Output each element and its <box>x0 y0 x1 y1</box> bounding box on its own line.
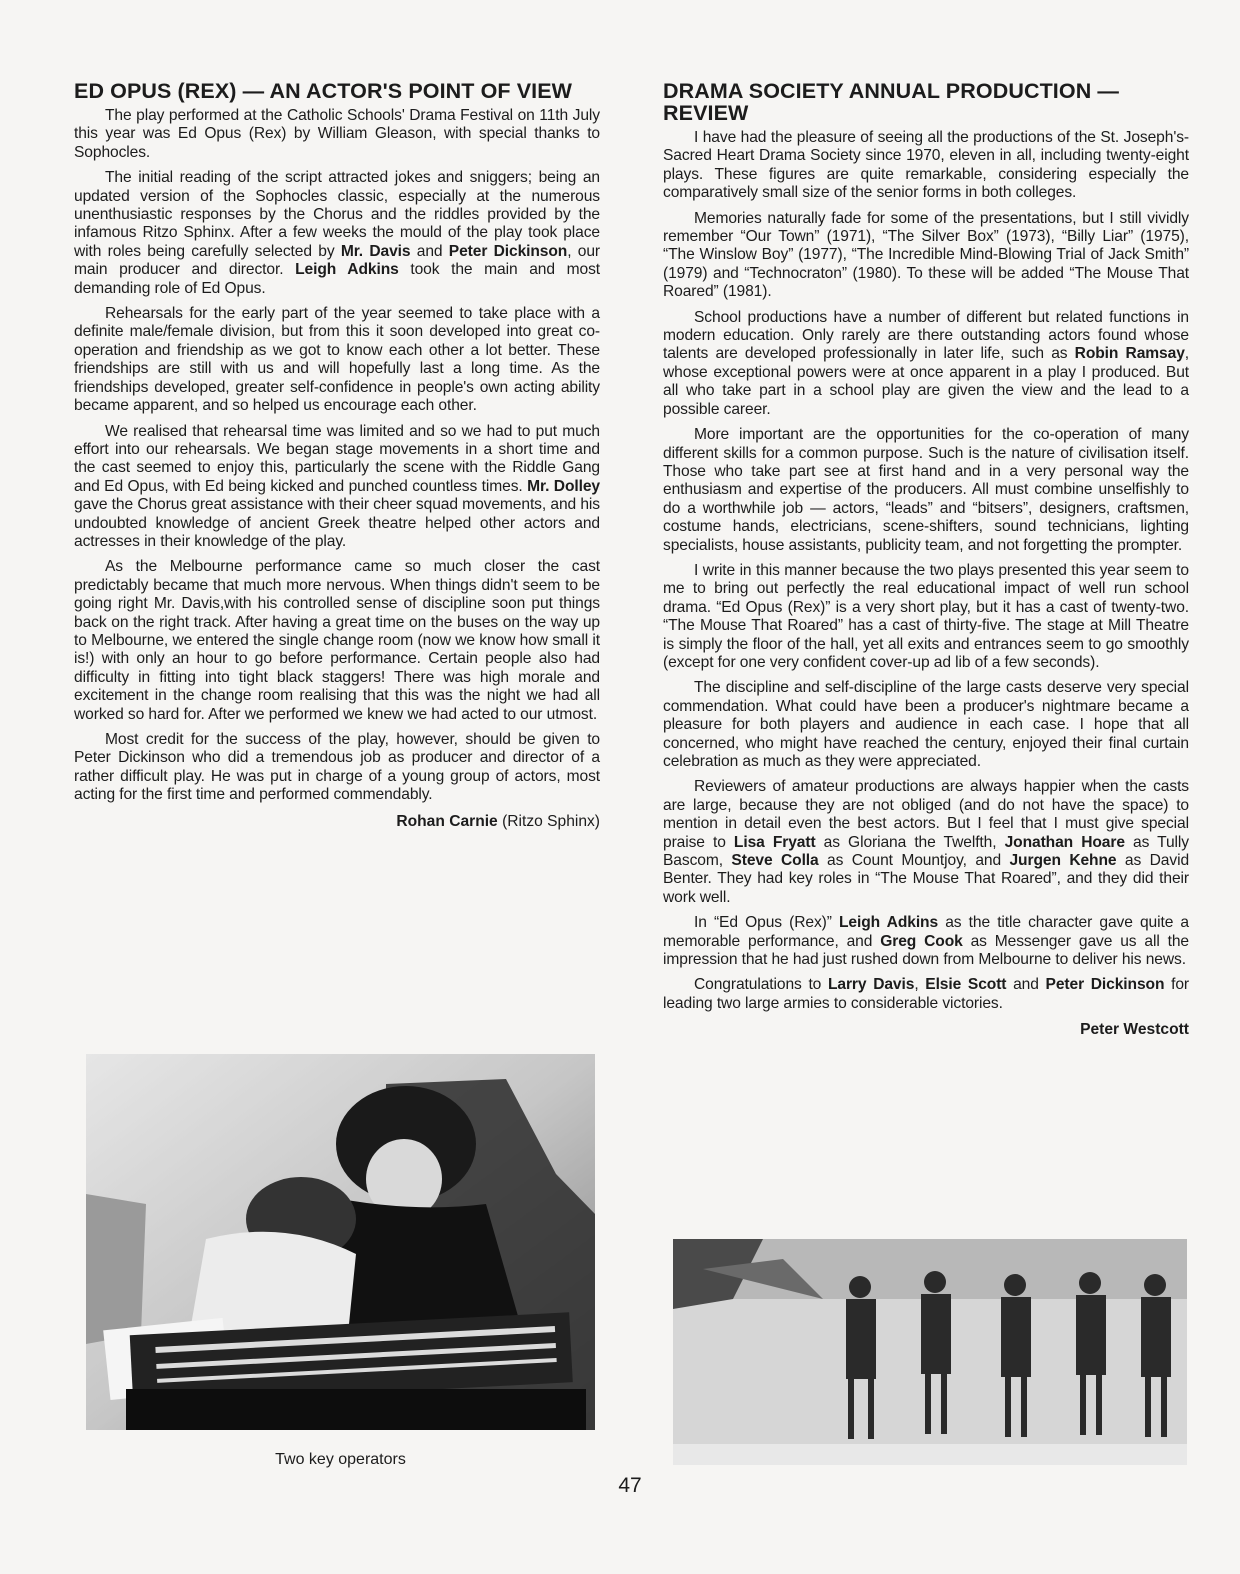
photo-caption: Two key operators <box>275 1451 406 1468</box>
paragraph <box>663 976 1189 1013</box>
bold-name: Greg Cook <box>880 932 963 950</box>
bold-name: Lisa Fryatt <box>733 833 816 851</box>
text-run: I have had the pleasure of seeing all the productions of the St. Joseph's-Sacred Heart Drama Society since 1970, eleven in all, including twenty-eight plays. These figures are quite remarkable, considering especially the comparatively small size of the senior forms in both colleges. <box>663 129 1189 202</box>
paragraph <box>663 426 1189 555</box>
article-title-drama-society: DRAMA SOCIETY ANNUAL PRODUCTION — REVIEW <box>663 79 1120 125</box>
left-article-body <box>74 107 600 805</box>
byline-author: Rohan Carnie <box>396 812 498 830</box>
text-run: as the title character gave quite a memorable performance, and <box>663 914 1189 950</box>
paragraph <box>74 423 600 552</box>
text-run: Most credit for the success of the play, however, should be given to Peter Dickinson who did a tremendous job as producer and director of a rather difficult play. He was put in charge of a young group of actors, most acting for the first time and performed commendably. <box>74 731 600 804</box>
text-run: We realised that rehearsal time was limited and so we had to put much effort into our rehearsals. We began stage movements in a short time and the cast seemed to enjoy this, particularly the scene with the Riddle Gang and Ed Opus, with Ed being kicked and punched countless times. <box>74 422 600 495</box>
bold-name: Jonathan Hoare <box>1004 833 1125 851</box>
bold-name: Elsie Scott <box>925 976 1007 994</box>
left-article <box>74 80 600 831</box>
paragraph <box>74 731 600 805</box>
text-run: Memories naturally fade for some of the presentations, but I still vividly remember “Our Town” (1971), “The Silver Box” (1973), “Billy Liar” (1975), “The Winslow Boy” (1977), “The Incredible Mind-Blowing Trial of Jack Smith” (1979) and “Technocraton” (1980). To these will be added “The Mouse That Roared” (1981). <box>663 209 1189 301</box>
text-run: More important are the opportunities for the co-operation of many different skills for a common purpose. Such is the nature of civilisation itself. Those who take part see at first hand and in a very personal way the enthusiasm and expertise of the producers. All must combine unselfishly to do a worthwhile job — actors, “leads” and “bitsers”, designers, craftsmen, costume hands, electricians, scene-shifters, sound technicians, lighting specialists, house assistants, publicity team, and not forgetting the prompter. <box>663 426 1189 554</box>
bold-name: Larry Davis <box>827 976 915 994</box>
text-run: and <box>410 242 449 260</box>
bold-name: Steve Colla <box>731 852 819 870</box>
text-run: I write in this manner because the two plays presented this year seem to me to bring out perfectly the real educational impact of well run school drama. “Ed Opus (Rex)” is a very short play, but it has a cast of twenty-two. “The Mouse That Roared” has a cast of thirty-five. The stage at Mill Theatre is simply the floor of the hall, yet all exits and entrances seem to go smoothly (except for one very confident cover-up ad lib of a few seconds). <box>663 561 1189 671</box>
bold-name: Mr. Dolley <box>527 477 600 495</box>
text-run: Congratulations to <box>694 976 828 994</box>
byline-role: (Ritzo Sphinx) <box>497 812 600 830</box>
text-run: , <box>914 976 926 994</box>
article-title-ed-opus: ED OPUS (REX) — AN ACTOR'S POINT OF VIEW <box>74 79 573 103</box>
bold-name: Leigh Adkins <box>839 914 939 932</box>
text-run: , whose exceptional powers were at once apparent in a play I produced. But all who take part in a school play are given the view and the lead to a possible career. <box>663 345 1189 418</box>
text-run: took the main and most demanding role of Ed Opus. <box>74 261 600 297</box>
text-run: for leading two large armies to considerable victories. <box>663 976 1190 1012</box>
byline-author: Peter Westcott <box>1080 1021 1189 1039</box>
text-run: as Messenger gave us all the impression that he had just rushed down from Melbourne to deliver his news. <box>663 932 1189 969</box>
text-run: School productions have a number of different but related functions in modern education. Only rarely are there outstanding actors found whose talents are developed professionally in later life, such as <box>663 308 1189 363</box>
text-run: Rehearsals for the early part of the year seemed to take place with a definite male/female division, but from this it soon developed into great co-operation and friendship as we got to know each other a lot better. These friendships are still with us and will hopefully last a long time. As the friendships developed, greater self-confidence in people's own acting ability became apparent, and so helped us encourage each other. <box>74 305 600 415</box>
photo-stage-cast <box>673 1239 1187 1465</box>
paragraph <box>663 309 1189 419</box>
text-run: In “Ed Opus (Rex)” <box>694 914 839 932</box>
text-run: The discipline and self-discipline of the large casts deserve very special commendation. What could have been a producer's nightmare became a pleasure for both players and audience in each case. I hope that all concerned, who might have reached the century, enjoyed their final curtain celebration as much as they were appreciated. <box>663 679 1189 770</box>
paragraph <box>663 129 1189 203</box>
text-run: The initial reading of the script attracted jokes and sniggers; being an updated version of the Sophocles classic, especially at the numerous unenthusiastic responses by the Chorus and the riddles provided by the infamous Ritzo Sphinx. After a few weeks the mould of the play took place with roles being carefully selected by <box>74 169 600 260</box>
right-byline <box>663 1020 1189 1039</box>
bold-name: Mr. Davis <box>340 242 411 260</box>
left-byline <box>74 812 600 831</box>
bold-name: Leigh Adkins <box>295 261 399 279</box>
paragraph <box>663 562 1189 672</box>
paragraph <box>663 679 1189 771</box>
paragraph <box>74 169 600 298</box>
paragraph <box>663 778 1189 907</box>
text-run: Reviewers of amateur productions are always happier when the casts are large, because they are not obliged (and do not have the space) to mention in detail even the best actors. But I feel that I must give special praise to <box>663 778 1189 851</box>
text-run: as Tully Bascom, <box>663 833 1189 870</box>
right-article <box>663 80 1189 1039</box>
text-run: The play performed at the Catholic Schools' Drama Festival on 11th July this year was Ed Opus (Rex) by William Gleason, with special thanks to Sophocles. <box>74 107 600 161</box>
bold-name: Jurgen Kehne <box>1009 852 1117 870</box>
text-run: as Gloriana the Twelfth, <box>815 833 1005 851</box>
text-run: As the Melbourne performance came so much closer the cast predictably became that much more nervous. When things didn't seem to be going right Mr. Davis,with his controlled sense of discipline soon put things back on the right track. After having a great time on the buses on the way up to Melbourne, we entered the single change room (now we know how small it is!) with only an hour to go before performance. Certain people also had difficulty in fitting into tight black staggers! There was high morale and excitement in the change room realising that this was the night we had all worked so hard for. After we performed we knew we had acted to our utmost. <box>74 558 600 723</box>
text-run: , our main producer and director. <box>74 242 601 279</box>
text-run: and <box>1006 976 1046 994</box>
paragraph <box>663 210 1189 302</box>
bold-name: Peter Dickinson <box>1045 976 1165 994</box>
bold-name: Robin Ramsay <box>1074 345 1185 363</box>
right-article-body <box>663 129 1189 1013</box>
text-run: gave the Chorus great assistance with their cheer squad movements, and his undoubted knowledge of ancient Greek theatre helped other actors and actresses in their knowledge of the play. <box>74 496 600 550</box>
photo-key-operators <box>86 1054 595 1430</box>
text-run: as Count Mountjoy, and <box>818 852 1010 870</box>
text-run: as David Benter. They had key roles in “The Mouse That Roared”, and they did their work well. <box>663 852 1190 906</box>
paragraph <box>74 558 600 724</box>
bold-name: Peter Dickinson <box>448 242 568 260</box>
paragraph <box>74 305 600 415</box>
paragraph <box>663 914 1189 969</box>
paragraph <box>74 107 600 162</box>
page-number: 47 <box>618 1474 642 1497</box>
